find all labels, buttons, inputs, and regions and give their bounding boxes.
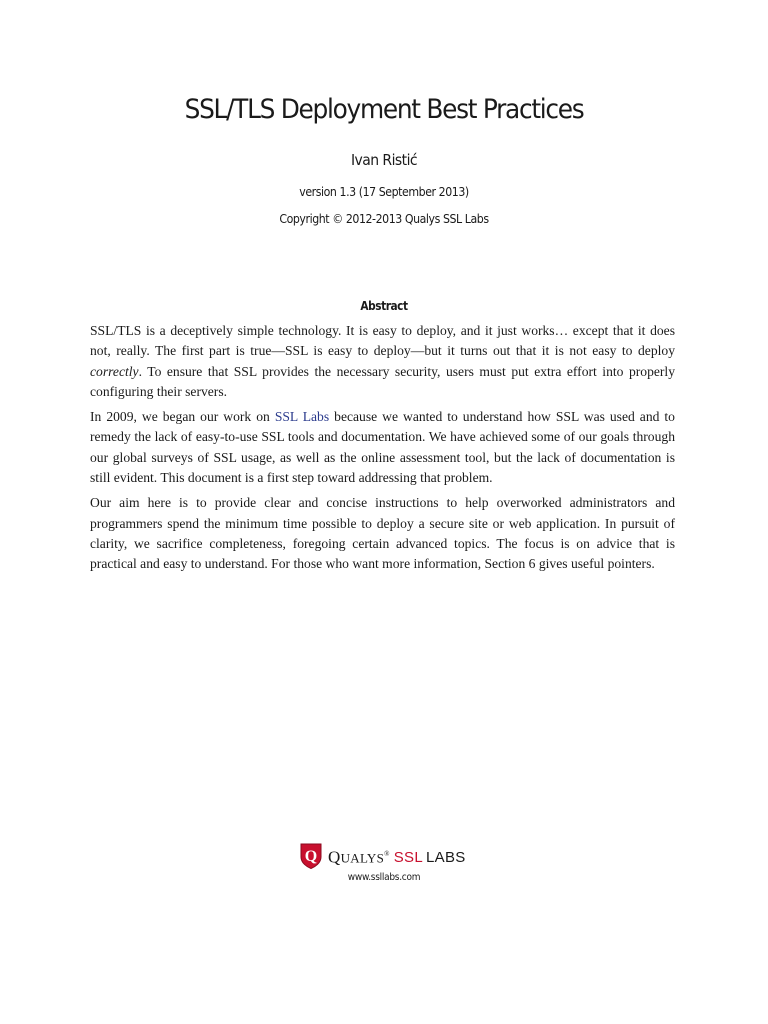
brand-ssl: SSL — [393, 849, 424, 867]
document-version: version 1.3 (17 September 2013) — [299, 184, 469, 199]
abstract-heading: Abstract — [360, 299, 408, 313]
brand-trademark: ® — [384, 849, 390, 858]
abstract-paragraph-3: Our aim here is to provide clear and concise instructions to help overworked administrators and programmers spend the minimum time possible to deploy a secure site or web application. In pursuit of clarity, we sacrifice completeness, foregoing certain advanced topics. The focus is on advice that is practical and easy to understand. For those who want more information, Section 6 gives useful pointers. — [90, 495, 675, 572]
abstract-p1-text-a: SSL/TLS is a deceptively simple technology. It is easy to deploy, and it just works… except that it does not, really. The first part is true—SSL is easy to deploy—but it turns out that it is not easy to deploy — [90, 323, 675, 359]
brand-rest: UALYS — [340, 850, 385, 866]
document-author: Ivan Ristić — [350, 151, 418, 169]
abstract-p2-text-b: because we wanted to understand how SSL was used and to remedy the lack of easy-to-use SSL tools and documentation. We have achieved some of our goals through our global surveys of SSL usage, as well as the online assessment tool, but the lack of documentation is still evident. This document is a first step toward addressing that problem. — [90, 409, 675, 486]
qualys-wordmark — [328, 841, 466, 872]
ssl-labs-link[interactable]: SSL Labs — [274, 409, 330, 425]
website-url[interactable]: www.ssllabs.com — [347, 872, 421, 883]
abstract-paragraph-1 — [90, 321, 675, 402]
shield-letter: Q — [304, 848, 318, 865]
abstract-paragraph-2 — [90, 407, 675, 488]
document-title: SSL/TLS Deployment Best Practices — [184, 94, 584, 125]
qualys-ssl-labs-logo — [300, 843, 466, 869]
document-copyright: Copyright © 2012-2013 Qualys SSL Labs — [279, 211, 489, 226]
abstract-p2-text-a: In 2009, we began our work on — [90, 409, 275, 425]
abstract-p1-emphasis: correctly — [90, 363, 139, 379]
qualys-shield-icon — [300, 843, 322, 869]
abstract-p1-text-b: . To ensure that SSL provides the necessary security, users must put extra effort into properly configuring their servers. — [90, 363, 675, 399]
abstract-body — [90, 321, 675, 580]
brand-labs: LABS — [426, 849, 466, 867]
brand-first-letter: Q — [328, 847, 341, 867]
